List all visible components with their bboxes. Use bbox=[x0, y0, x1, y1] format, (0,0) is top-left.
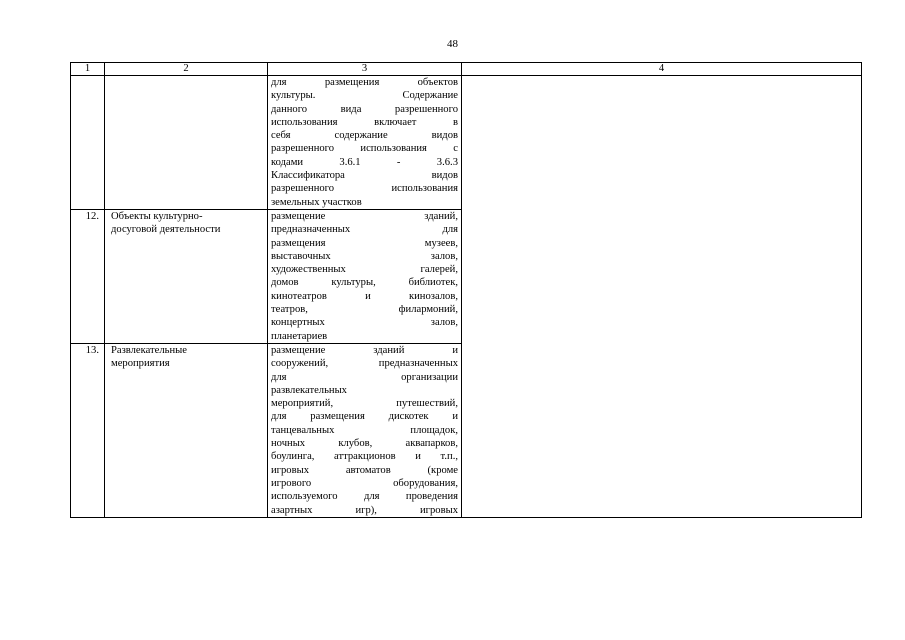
description-line: танцевальных площадок, bbox=[271, 424, 458, 436]
column-header-4: 4 bbox=[462, 63, 862, 76]
description-line: размещение зданий и bbox=[271, 344, 458, 356]
description-line: выставочных залов, bbox=[271, 250, 458, 262]
row-column4-cell bbox=[462, 76, 862, 518]
description-line: Классификатора видов bbox=[271, 170, 458, 182]
description-line: размещения музеев, bbox=[271, 237, 458, 249]
description-line: предназначенных для bbox=[271, 224, 458, 236]
description-line: использования включает в bbox=[271, 116, 458, 128]
row-description-cell bbox=[268, 76, 462, 210]
row-name-cell bbox=[105, 76, 268, 210]
description-line: домов культуры, библиотек, bbox=[271, 277, 458, 289]
description-line: разрешенного использования с bbox=[271, 143, 458, 155]
row-name-cell bbox=[105, 209, 268, 343]
name-line: мероприятия bbox=[111, 358, 170, 370]
description-line: концертных залов, bbox=[271, 317, 458, 329]
table-row bbox=[71, 76, 862, 210]
description-line: ночных клубов, аквапарков, bbox=[271, 438, 458, 450]
description-line: для организации bbox=[271, 371, 458, 383]
name-line: Объекты культурно- bbox=[111, 210, 203, 222]
page-number: 48 bbox=[447, 38, 458, 50]
description-line: мероприятий, путешествий, bbox=[271, 398, 458, 410]
description-line: используемого для проведения bbox=[271, 491, 458, 503]
row-name-cell bbox=[105, 343, 268, 517]
name-line: досуговой деятельности bbox=[111, 224, 221, 236]
description-line: игрового оборудования, bbox=[271, 477, 458, 489]
description-line: себя содержание видов bbox=[271, 130, 458, 142]
description-line: кодами 3.6.1 - 3.6.3 bbox=[271, 156, 458, 168]
column-header-2: 2 bbox=[105, 63, 268, 76]
column-header-1: 1 bbox=[71, 63, 105, 76]
description-line: сооружений, предназначенных bbox=[271, 358, 458, 370]
description-line: размещение зданий, bbox=[271, 210, 458, 222]
row-description-cell bbox=[268, 343, 462, 517]
description-line: кинотеатров и кинозалов, bbox=[271, 290, 458, 302]
description-line: культуры. Содержание bbox=[271, 90, 458, 102]
column-header-3: 3 bbox=[268, 63, 462, 76]
description-line: земельных участков bbox=[271, 196, 362, 208]
table-header-row bbox=[71, 63, 862, 76]
row-description-cell bbox=[268, 209, 462, 343]
description-line: для размещения объектов bbox=[271, 77, 458, 88]
description-line: игровых автоматов (кроме bbox=[271, 464, 458, 476]
description-line: планетариев bbox=[271, 330, 328, 342]
row-number-cell: 12. bbox=[71, 209, 105, 343]
description-line: для размещения дискотек и bbox=[271, 411, 458, 423]
description-line: боулинга, аттракционов и т.п., bbox=[271, 451, 458, 463]
land-use-table bbox=[70, 62, 862, 518]
description-line: разрешенного использования bbox=[271, 183, 458, 195]
description-line: развлекательных bbox=[271, 384, 347, 396]
row-number-cell: 13. bbox=[71, 343, 105, 517]
description-line: азартных игр), игровых bbox=[271, 504, 458, 516]
name-line: Развлекательные bbox=[111, 344, 187, 356]
description-line: художественных галерей, bbox=[271, 264, 458, 276]
description-line: данного вида разрешенного bbox=[271, 103, 458, 115]
description-line: театров, филармоний, bbox=[271, 304, 458, 316]
row-number-cell bbox=[71, 76, 105, 210]
